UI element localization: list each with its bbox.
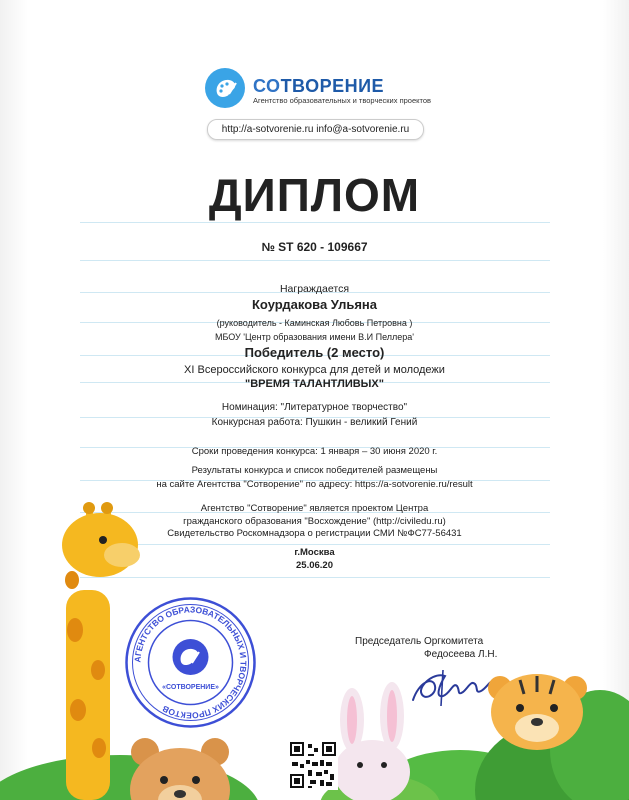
results-line-1: Результаты конкурса и список победителей размещены	[191, 465, 438, 476]
school-name: МБОУ 'Центр образования имени В.И Пеллера'	[214, 332, 415, 342]
stamp-ring-text: АГЕНТСТВО ОБРАЗОВАТЕЛЬНЫХ И ТВОРЧЕСКИХ ПРОЕКТОВ	[132, 604, 249, 721]
agency-line-3: Свидетельство Роскомнадзора о регистрации СМИ №ФС77-56431	[167, 528, 462, 539]
stamp-center-text: «СОТВОРЕНИЕ»	[162, 684, 219, 691]
agency-line-2: гражданского образования "Восхождение" (http://civiledu.ru)	[183, 516, 446, 527]
contest-description: XI Всероссийского конкурса для детей и молодежи	[184, 364, 445, 376]
awarded-label: Награждается	[279, 283, 350, 295]
results-line-2: на сайте Агентства "Сотворение" по адресу: https://a-sotvorenie.ru/result	[156, 479, 473, 490]
diploma-number: № ST 620 - 109667	[261, 240, 368, 254]
city: г.Москва	[294, 547, 335, 558]
chairman-title: Председатель Оргкомитета	[355, 636, 484, 647]
supervisor-name: (руководитель - Каминская Любовь Петровна )	[216, 318, 413, 328]
contact-urls[interactable]: http://a-sotvorenie.ru info@a-sotvorenie.ru	[207, 119, 424, 140]
contest-work: Конкурсная работа: Пушкин - великий Гений	[211, 417, 418, 428]
bunny-icon	[334, 682, 410, 800]
contest-name: "ВРЕМЯ ТАЛАНТЛИВЫХ"	[244, 378, 384, 390]
contest-dates: Сроки проведения конкурса: 1 января – 30 июня 2020 г.	[191, 446, 438, 457]
issue-date: 25.06.20	[296, 560, 333, 571]
qr-code[interactable]	[288, 740, 338, 790]
agency-line-1: Агентство "Сотворение" является проектом Центра	[200, 503, 429, 514]
diploma-title: ДИПЛОМ	[208, 169, 421, 221]
brand-name: СОТВОРЕНИЕ	[253, 76, 385, 96]
bear-icon	[130, 738, 230, 800]
award-place: Победитель (2 место)	[244, 345, 385, 360]
nomination: Номинация: "Литературное творчество"	[221, 402, 408, 413]
brand-subtitle: Агентство образовательных и творческих проектов	[253, 96, 432, 105]
recipient-name: Коурдакова Ульяна	[252, 297, 377, 312]
chairman-name: Федосеева Л.Н.	[424, 649, 498, 660]
